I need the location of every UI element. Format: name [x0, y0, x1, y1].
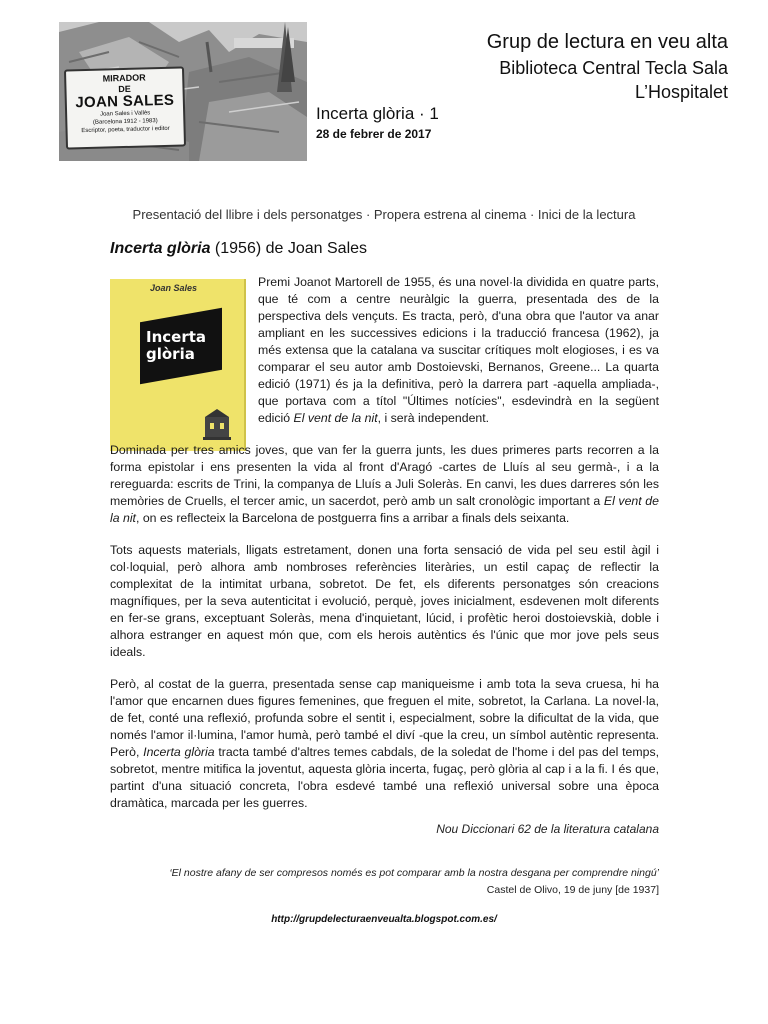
plaque-line-2: DE [118, 83, 131, 95]
article-body [110, 274, 659, 827]
cover-title-line-1: Incerta [146, 328, 207, 346]
cover-author: Joan Sales [150, 283, 198, 293]
paragraph-2-text-a: Dominada per tres amics joves, que van fer la guerra junts, les dues primeres parts recorren a la forma epistolar i ens presenten la vida al front d'Aragó -cartes de Lluís al seu germà-, i a la rereguarda: escrits de Trini, la companya de Lluís a Juli Soleràs. En canvi, les dues darreres són les memòries de Cruells, el tercer amic, un sacerdot, però amb un salt cronològic important a [110, 443, 659, 508]
org-city: L’Hospitalet [634, 82, 728, 102]
session-title: Incerta glòria · 1 [316, 104, 439, 123]
paragraph-2-text-b: , on es reflecteix la Barcelona de postguerra fins a arribar a finals dels seixanta. [135, 511, 570, 525]
paragraph-2 [110, 442, 659, 527]
org-library: Biblioteca Central Tecla Sala [499, 58, 728, 78]
plaque-line-5: (Barcelona 1912 - 1983) [92, 118, 158, 126]
session-date: 28 de febrer de 2017 [316, 127, 432, 141]
blog-url-link[interactable]: http://grupdelecturaenveualta.blogspot.com.es/ [271, 914, 497, 925]
paragraph-2-emphasis: El vent de la nit [110, 494, 659, 525]
book-heading [110, 240, 367, 258]
book-title: Incerta glòria [110, 240, 211, 257]
paragraph-4-text-b: tracta també d'altres temes cabdals, de la soledat de l'home i del pas del temps, sobretot, mentre mitifica la joventut, aquesta glòria incerta, fugaç, però glòria al cap i a la fi. I és que, partint d'una situació concreta, l'obra esdevé també una reflexió universal sobre una època dramàtica, marcada per les guerres. [110, 745, 660, 810]
topics-line: Presentació del llibre i dels personatges · Propera estrena al cinema · Inici de la lectura [132, 207, 636, 222]
paragraph-3: Tots aquests materials, lligats estretament, donen una forta sensació de vida pel seu estil àgil i col·loquial, però alhora amb nombroses referències literàries, un estil capaç de reflectir la complexitat de la intimitat urbana, sobretot. De fet, els diferents personatges són creacions magnífiques, per la seva autenticitat i evolució, perquè, joves inicialment, esdevenen molt diferents en fer-se grans, exceptuant Soleràs, mena d'inquietant, lúcid, i profètic heroi dostoievskià, doble i alhora estranger en aquest món que, com els herois autèntics és l'únic que mor jove pels seus ideals. [110, 543, 659, 659]
header-photo [59, 22, 307, 161]
book-heading-rest: (1956) de Joan Sales [210, 240, 368, 257]
quote: ‘El nostre afany de ser compresos només es pot comparar amb la nostra desgana per comprendre ningú’ [169, 867, 659, 879]
paragraph-4-text-a: Però, al costat de la guerra, presentada sense cap maniqueisme i amb tota la seva cruesa, hi ha l'amor que encarnen dues figures femenines, que freguen el mite, sobretot, la Carlana. La novel·la, de fet, conté una reflexió, profunda sobre el sentit i, especialment, sobre la dificultat de la vida, que només l'amor il·lumina, l'amor humà, però també el diví -que la creu, un símbol autèntic representa. Però, [110, 677, 659, 759]
plaque-line-3: JOAN SALES [75, 91, 175, 112]
paragraph-1-emphasis: El vent de la nit [293, 411, 378, 425]
plaque-line-4: Joan Sales i Vallès [99, 110, 151, 118]
source-citation: Nou Diccionari 62 de la literatura catalana [436, 822, 659, 836]
org-name: Grup de lectura en veu alta [486, 31, 728, 53]
plaque-line-1: MIRADOR [102, 72, 146, 84]
paragraph-4-emphasis: Incerta glòria [143, 745, 215, 759]
paragraph-4 [110, 676, 659, 812]
quote-reference: Castel de Olivo, 19 de juny [de 1937] [486, 884, 659, 896]
memorial-plaque [64, 66, 186, 149]
plaque-line-6: Escriptor, poeta, traductor i editor [81, 125, 170, 135]
cover-float-spacer [110, 274, 258, 439]
cover-title-line-2: glòria [146, 345, 195, 363]
paragraph-1-text-b: , i serà independent. [377, 411, 490, 425]
paragraph-1-text-a: Premi Joanot Martorell de 1955, és una novel·la dividida en quatre parts, que té com a centre neuràlgic la guerra, presentada des de la perspectiva dels vençuts. Es tracta, però, d'una obra que l'autor va anar ampliant en les successives edicions i la traducció francesa (1962), ja més extensa que la catalana va suscitar crítiques molt elogioses, i es va comparar el seu autor amb Dostoievski, Bernanos, Greene... La quarta edició (1971) és ja la definitiva, però la darrera part -aquella ampliada-, que portava com a títol "Últimes notícies", esdevindrà en la següent edició [258, 275, 659, 425]
